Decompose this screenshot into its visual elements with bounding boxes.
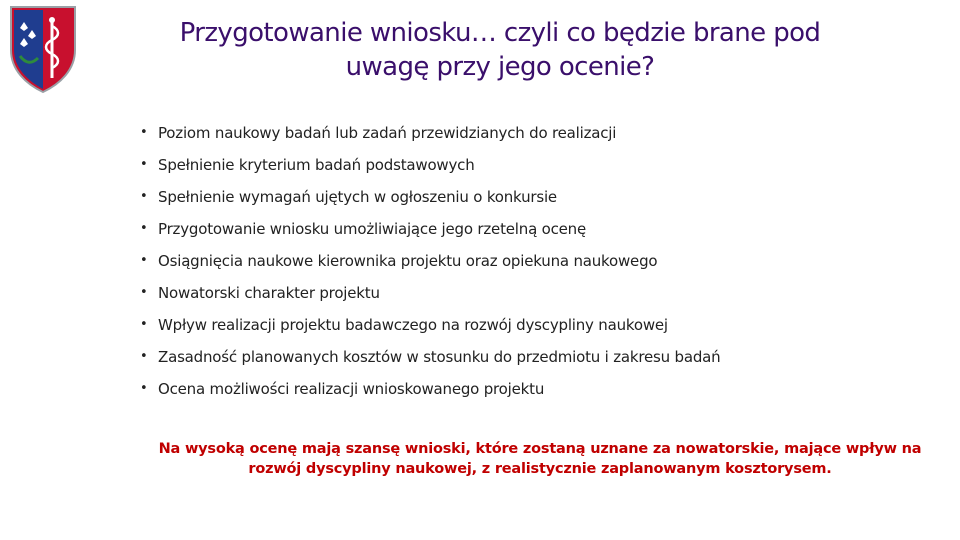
criteria-item-text: Przygotowanie wniosku umożliwiające jego rzetelną ocenę — [158, 220, 587, 238]
criteria-item — [140, 149, 720, 181]
shield-emblem-logo — [8, 4, 78, 94]
slide-title-line-1: Przygotowanie wniosku… czyli co będzie brane pod — [179, 18, 821, 48]
criteria-item-text: Zasadność planowanych kosztów w stosunku do przedmiotu i zakresu badań — [158, 348, 721, 366]
bullet-icon: • — [140, 189, 148, 204]
criteria-item — [140, 341, 720, 373]
bullet-icon: • — [140, 125, 148, 140]
slide-title — [100, 16, 900, 84]
criteria-item-text: Spełnienie wymagań ujętych w ogłoszeniu o konkursie — [158, 188, 557, 206]
summary-note — [120, 439, 960, 479]
summary-note-line-2: rozwój dyscypliny naukowej, z realistycznie zaplanowanym kosztorysem. — [248, 461, 832, 477]
criteria-item-text: Ocena możliwości realizacji wnioskowanego projektu — [158, 380, 545, 398]
criteria-list — [140, 117, 720, 405]
bullet-icon: • — [140, 317, 148, 332]
bullet-icon: • — [140, 349, 148, 364]
bullet-icon: • — [140, 221, 148, 236]
bullet-icon: • — [140, 253, 148, 268]
bullet-icon: • — [140, 285, 148, 300]
criteria-item — [140, 117, 720, 149]
criteria-item — [140, 181, 720, 213]
bullet-icon: • — [140, 157, 148, 172]
criteria-item-text: Spełnienie kryterium badań podstawowych — [158, 156, 475, 174]
criteria-item-text: Osiągnięcia naukowe kierownika projektu oraz opiekuna naukowego — [158, 252, 658, 270]
criteria-item — [140, 309, 720, 341]
criteria-item-text: Wpływ realizacji projektu badawczego na rozwój dyscypliny naukowej — [158, 316, 668, 334]
criteria-item-text: Nowatorski charakter projektu — [158, 284, 380, 302]
criteria-item — [140, 373, 720, 405]
summary-note-line-1: Na wysoką ocenę mają szansę wnioski, które zostaną uznane za nowatorskie, mające wpływ na — [158, 441, 922, 457]
bullet-icon: • — [140, 381, 148, 396]
criteria-item — [140, 245, 720, 277]
criteria-item-text: Poziom naukowy badań lub zadań przewidzianych do realizacji — [158, 124, 617, 142]
criteria-item — [140, 213, 720, 245]
slide-title-line-2: uwagę przy jego ocenie? — [345, 52, 655, 82]
criteria-item — [140, 277, 720, 309]
